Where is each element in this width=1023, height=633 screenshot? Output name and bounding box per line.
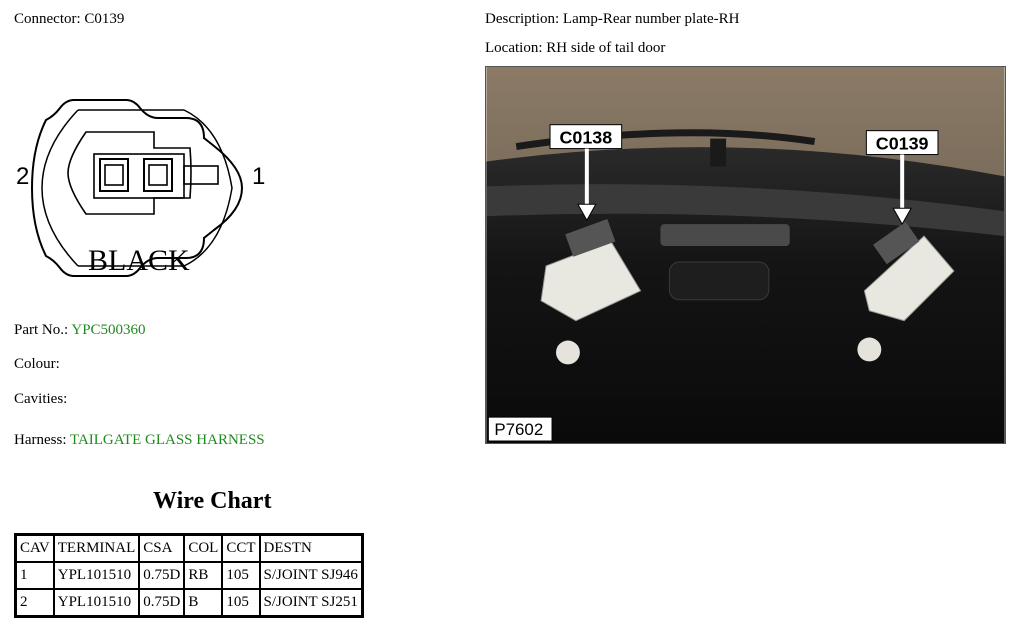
harness-link[interactable]: TAILGATE GLASS HARNESS <box>69 432 265 448</box>
connector-id: C0139 <box>84 11 125 27</box>
connector-colour-text: BLACK <box>88 244 190 277</box>
connector-line <box>14 11 124 28</box>
cct-cell: 105 <box>222 589 259 616</box>
connector-label: Connector: <box>14 11 81 27</box>
col-cell: B <box>184 589 222 616</box>
wire-chart-table <box>14 533 364 618</box>
cavity-1 <box>144 159 172 191</box>
description-value: Lamp-Rear number plate-RH <box>562 11 740 27</box>
location-label: Location: <box>485 40 543 56</box>
column-header: CAV <box>16 535 54 562</box>
description-line <box>485 11 740 28</box>
table-header-row <box>16 535 362 562</box>
location-photo <box>485 66 1006 444</box>
terminal-cell: YPL101510 <box>54 589 140 616</box>
cct-cell: 105 <box>222 562 259 589</box>
harness-label: Harness: <box>14 432 67 448</box>
col-cell: RB <box>184 562 222 589</box>
part-number-label: Part No.: <box>14 322 69 338</box>
pin-number-right: 1 <box>252 163 266 190</box>
destn-cell: S/JOINT SJ946 <box>260 562 362 589</box>
column-header: TERMINAL <box>54 535 140 562</box>
cav-cell: 1 <box>16 562 54 589</box>
colour-label: Colour: <box>14 356 60 372</box>
description-label: Description: <box>485 11 560 27</box>
terminal-cell: YPL101510 <box>54 562 140 589</box>
cavities-label: Cavities: <box>14 391 68 407</box>
column-header: DESTN <box>260 535 362 562</box>
column-header: CSA <box>139 535 184 562</box>
csa-cell: 0.75D <box>139 562 184 589</box>
harness-line <box>14 432 265 449</box>
column-header: CCT <box>222 535 259 562</box>
photo-reference: P7602 <box>494 420 544 440</box>
csa-cell: 0.75D <box>139 589 184 616</box>
part-number-line <box>14 322 146 339</box>
connector-diagram <box>8 88 268 288</box>
callout-c0138-label: C0138 <box>559 127 613 148</box>
cav-cell: 2 <box>16 589 54 616</box>
location-line <box>485 40 665 57</box>
part-number-link[interactable]: YPC500360 <box>71 322 146 338</box>
wire-chart-title: Wire Chart <box>153 488 272 514</box>
destn-cell: S/JOINT SJ251 <box>260 589 362 616</box>
table-row <box>16 589 362 616</box>
cavity-2 <box>100 159 128 191</box>
pin-number-left: 2 <box>16 163 30 190</box>
table-row <box>16 562 362 589</box>
column-header: COL <box>184 535 222 562</box>
location-value: RH side of tail door <box>546 40 666 56</box>
callout-c0139-label: C0139 <box>875 133 929 154</box>
